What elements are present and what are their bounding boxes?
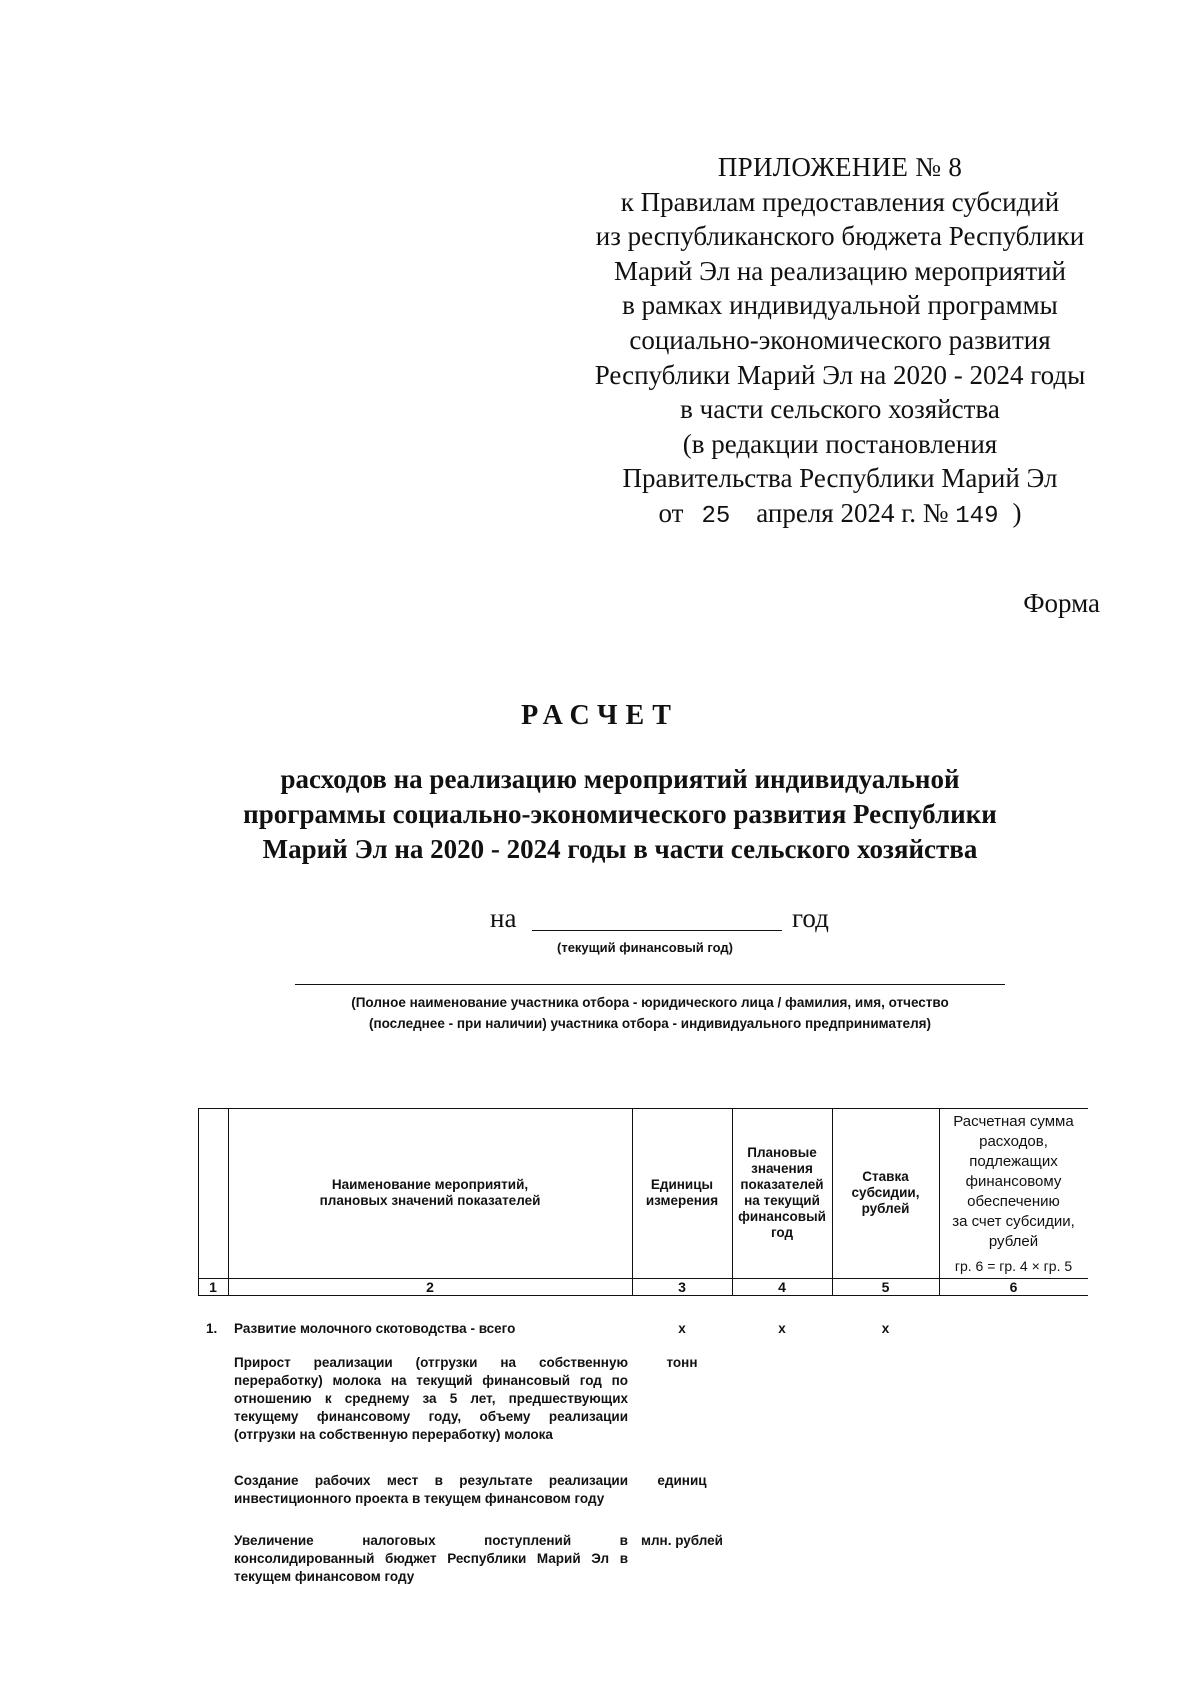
appendix-line: Правительства Республики Марий Эл bbox=[622, 463, 1058, 494]
row-name: Развитие молочного скотоводства - всего bbox=[234, 1321, 516, 1336]
appendix-line: (в редакции постановления bbox=[682, 428, 998, 459]
appendix-line: из республиканского бюджета Республики bbox=[595, 221, 1085, 252]
row-unit: тонн bbox=[666, 1355, 698, 1370]
column-number: 1 bbox=[209, 1278, 217, 1295]
row-name: Прирост реализации (отгрузки на собственную переработку) молока на текущий финансовый год по отношению к среднему за 5 лет, предшествующих текущему финансовому году, объему реализации (отгрузки на собственную переработку) молока bbox=[234, 1355, 628, 1442]
date-day: 25 bbox=[701, 502, 731, 530]
subtitle-line: расходов на реализацию мероприятий индивидуальной bbox=[280, 764, 960, 794]
header-unit: Единицы измерения bbox=[645, 1177, 719, 1208]
column-number: 5 bbox=[881, 1278, 890, 1295]
appendix-header bbox=[560, 150, 1120, 535]
participant-caption-line: (Полное наименование участника отбора - юридического лица / фамилия, имя, отчество bbox=[351, 995, 949, 1010]
date-suffix: ) bbox=[1012, 497, 1022, 528]
calculation-table-header bbox=[198, 1108, 1088, 1295]
date-prefix: от bbox=[658, 497, 684, 528]
year-blank-field[interactable] bbox=[532, 930, 782, 931]
date-month-year: апреля 2024 г. № bbox=[756, 497, 949, 528]
year-field-line bbox=[490, 903, 850, 937]
appendix-line: Марий Эл на реализацию мероприятий bbox=[613, 255, 1067, 286]
appendix-title: ПРИЛОЖЕНИЕ № 8 bbox=[717, 152, 963, 182]
row-index: 1. bbox=[206, 1321, 218, 1336]
table-border-left bbox=[198, 1108, 199, 1295]
year-caption: (текущий финансовый год) bbox=[557, 940, 733, 955]
column-number: 4 bbox=[778, 1278, 786, 1295]
row-unit: единиц bbox=[657, 1473, 707, 1488]
form-label: Форма bbox=[1023, 588, 1100, 618]
row-name: Создание рабочих мест в результате реализации инвестиционного проекта в текущем финансовом году bbox=[234, 1473, 628, 1506]
header-formula: гр. 6 = гр. 4 × гр. 5 bbox=[954, 1258, 1073, 1274]
appendix-line: в части сельского хозяйства bbox=[680, 394, 1000, 425]
document-subtitle bbox=[200, 762, 1040, 867]
document-title: РАСЧЕТ bbox=[521, 700, 679, 731]
appendix-line: в рамках индивидуальной программы bbox=[622, 290, 1058, 321]
appendix-line: социально-экономического развития bbox=[629, 324, 1051, 355]
appendix-line: Республики Марий Эл на 2020 - 2024 годы bbox=[594, 359, 1086, 390]
appendix-line: к Правилам предоставления субсидий bbox=[620, 186, 1060, 217]
header-estimated-sum: Расчетная сумма расходов, подлежащих финансовому обеспечению за счет субсидии, рублей bbox=[952, 1113, 1075, 1250]
participant-caption-line: (последнее - при наличии) участника отбора - индивидуального предпринимателя) bbox=[368, 1016, 932, 1031]
column-number: 6 bbox=[1009, 1278, 1018, 1295]
row-plan: х bbox=[778, 1321, 786, 1336]
subtitle-line: программы социально-экономического развития Республики bbox=[243, 799, 997, 829]
resolution-date-line bbox=[560, 496, 1120, 535]
header-subsidy-rate: Ставка субсидии, рублей bbox=[851, 1169, 920, 1216]
header-activity-name: Наименование мероприятий, плановых значений показателей bbox=[319, 1177, 541, 1208]
column-number: 2 bbox=[426, 1278, 434, 1295]
participant-caption bbox=[300, 992, 1000, 1034]
row-name: Увеличение налоговых поступлений в консолидированный бюджет Республики Марий Эл в текущем финансовом году bbox=[234, 1533, 628, 1584]
participant-blank-field[interactable] bbox=[295, 984, 1005, 985]
column-number: 3 bbox=[678, 1278, 686, 1295]
table-border-bottom bbox=[198, 1295, 1088, 1296]
resolution-number: 149 bbox=[955, 502, 999, 530]
header-planned-values: Плановые значения показателей на текущий финансовый год bbox=[738, 1145, 826, 1240]
row-unit: х bbox=[678, 1321, 686, 1336]
year-prefix: на bbox=[490, 903, 517, 933]
year-suffix: год bbox=[792, 903, 829, 933]
subtitle-line: Марий Эл на 2020 - 2024 годы в части сельского хозяйства bbox=[262, 834, 978, 864]
row-unit: млн. рублей bbox=[640, 1533, 723, 1548]
row-rate: х bbox=[881, 1321, 890, 1336]
